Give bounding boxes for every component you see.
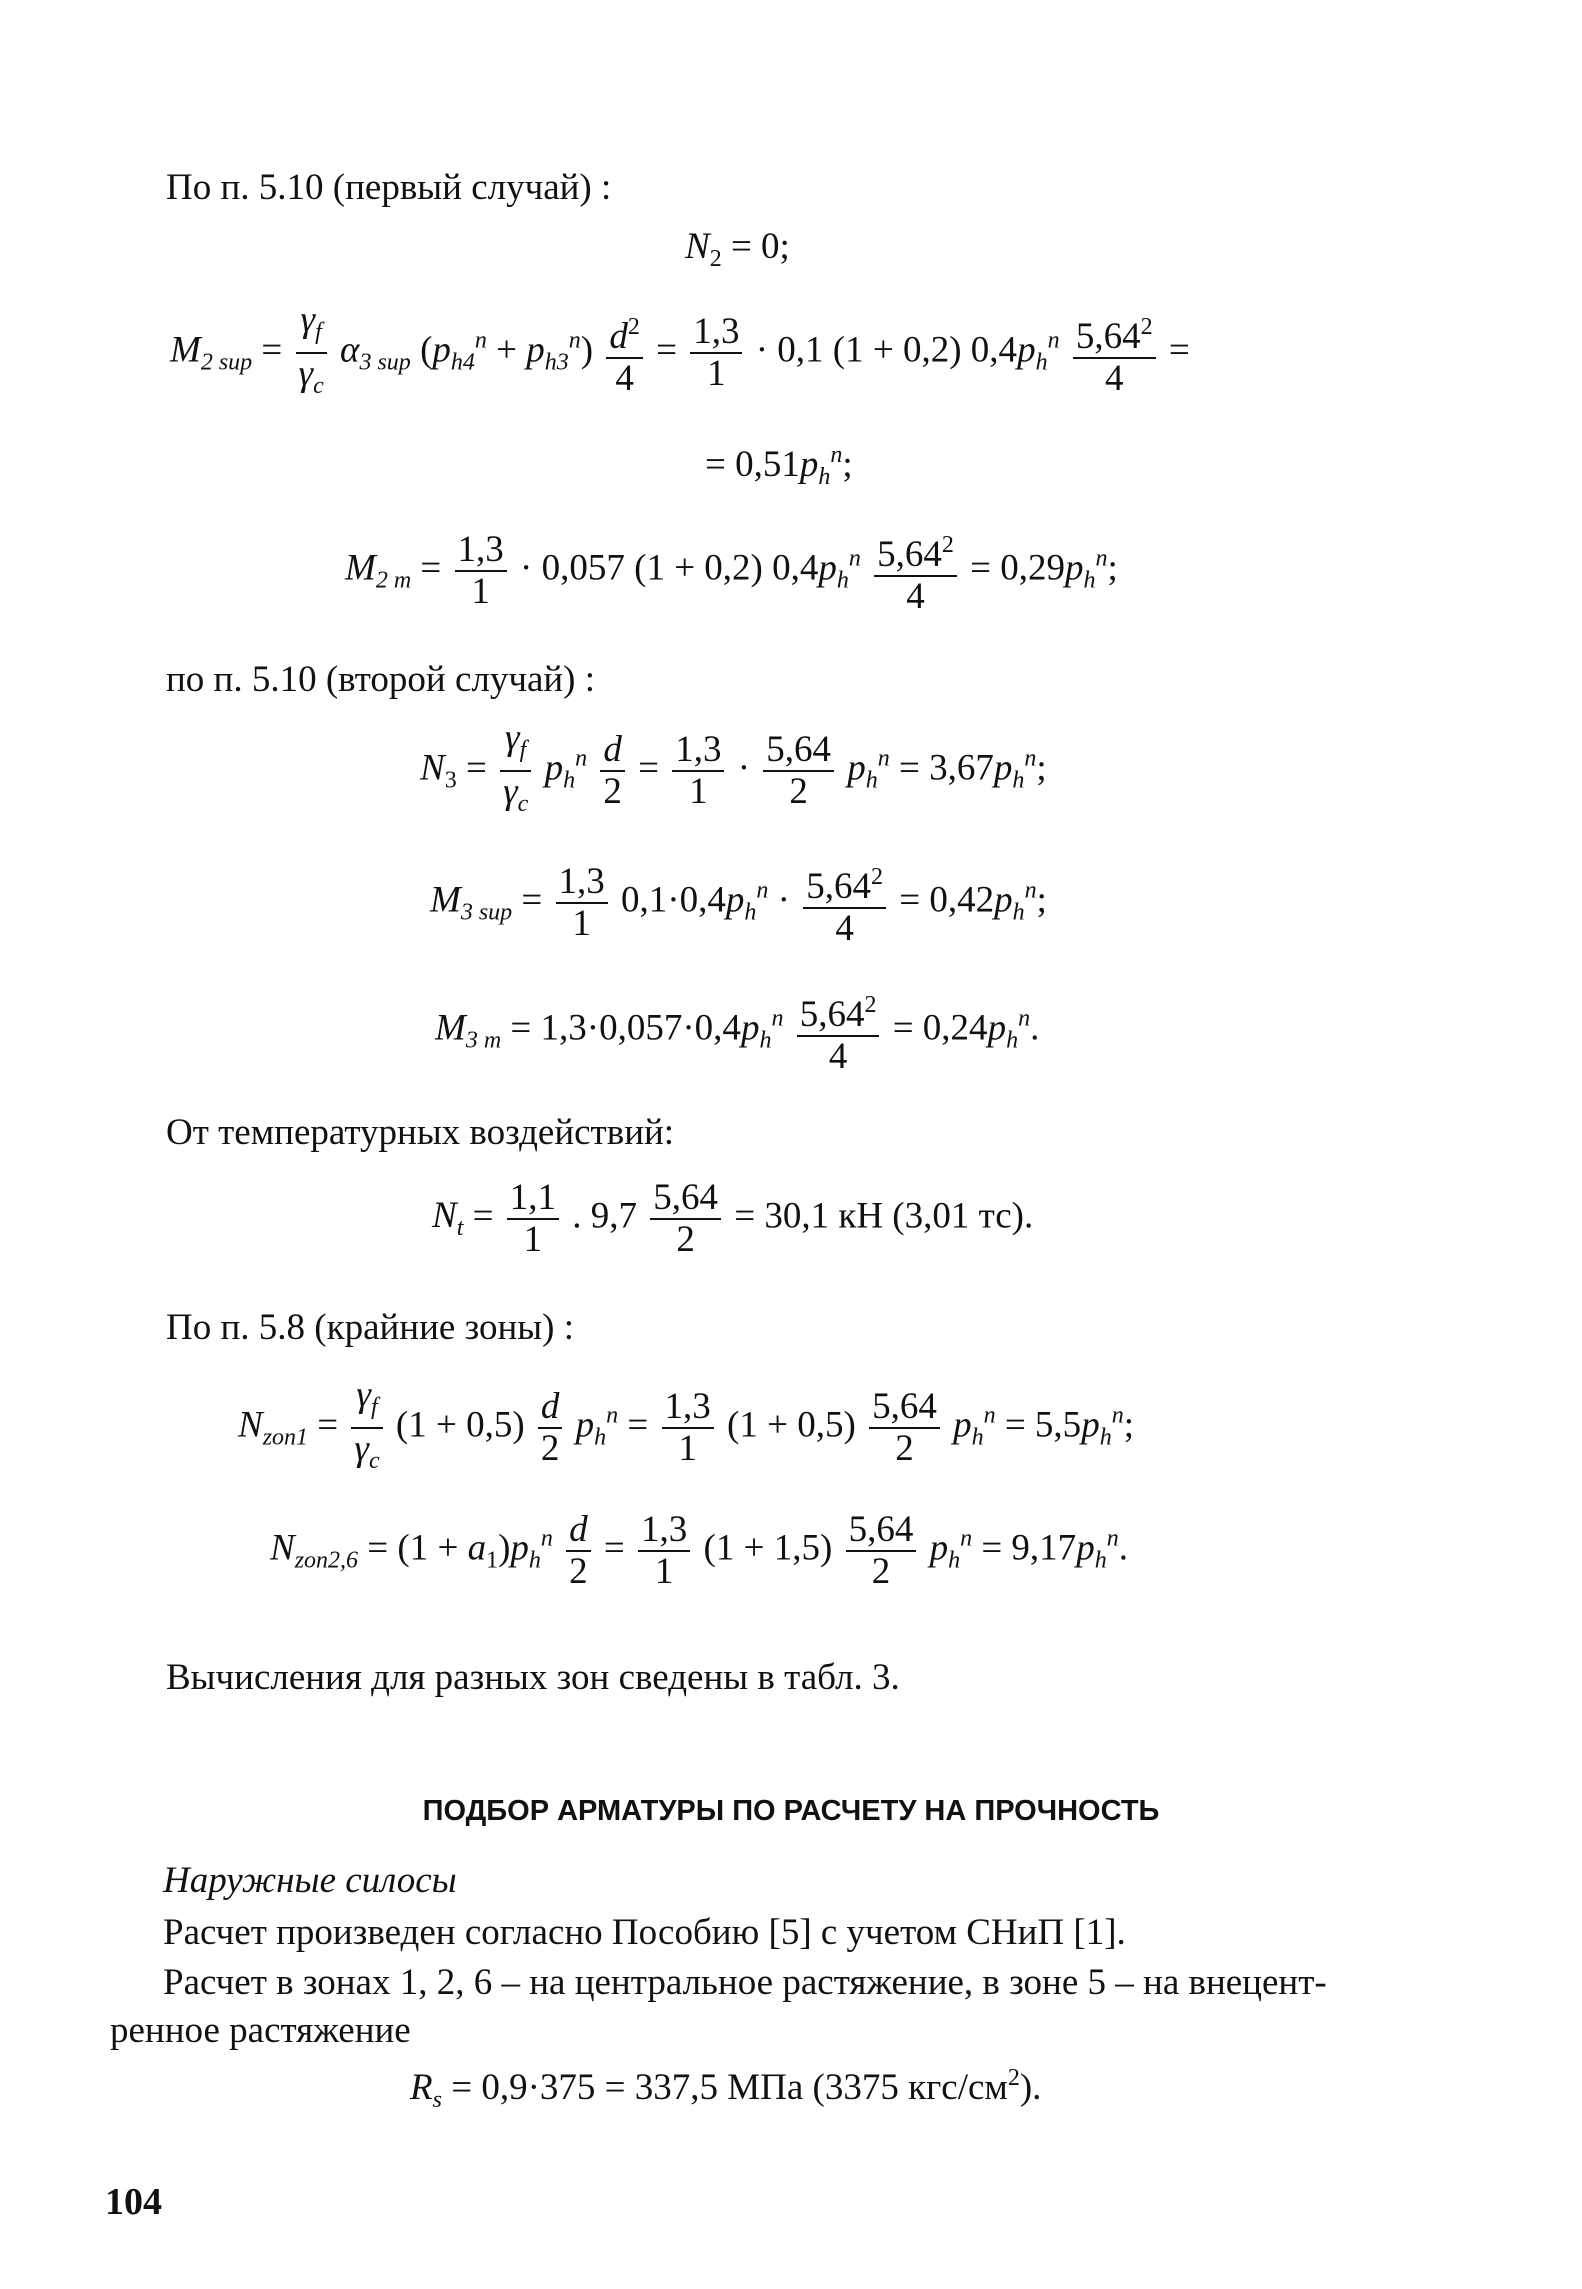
section-label-edge-zones: По п. 5.8 (крайние зоны) : bbox=[166, 1307, 574, 1348]
paragraph-line-3: ренное растяжение bbox=[110, 2010, 411, 2051]
paragraph-line-2: Расчет в зонах 1, 2, 6 – на центральное растяжение, в зоне 5 – на внецент- bbox=[163, 1962, 1327, 2003]
equation-nzon1: $N_{zon1}$ = $\frac{\gamma_f}{\gamma_c}$ (1 + 0,5) $\frac{d}{2}$ $p_h^n$ = $\frac{1,3}{1}$ (1 + 0,5) $\frac{5,64}{2}$ $p_h^n = 5,5p_h^n$; bbox=[238, 1374, 1134, 1474]
equation-m3sup: $M_{3 sup}$ = $\frac{1,3}{1}$ $0,1\cdot 0,4p_h^n$ · $\frac{5,64^2}{4}$ = $0,42p_h^n$; bbox=[430, 857, 1047, 949]
equation-n3: $N_3$ = $\frac{\gamma_f}{\gamma_c}$ $p_h^n$ $\frac{d}{2}$ = $\frac{1,3}{1}$ · $\frac{5,64}{2}$ $p_h^n = 3,67p_h^n$; bbox=[420, 717, 1047, 817]
section-heading: ПОДБОР АРМАТУРЫ ПО РАСЧЕТУ НА ПРОЧНОСТЬ bbox=[422, 1795, 1160, 1827]
equation-m2m: $M_{2 m}$ = $\frac{1,3}{1}$ · 0,057 (1 + 0,2) $0,4p_h^n$ $\frac{5,64^2}{4}$ = $0,29p_h^n$; bbox=[345, 525, 1118, 617]
section-label-first-case: По п. 5.10 (первый случай) : bbox=[166, 167, 612, 208]
equation-m3m: $M_{3 m} = 1,3\cdot 0,057\cdot 0,4p_h^n$ $\frac{5,64^2}{4}$ = $0,24p_h^n$. bbox=[435, 985, 1039, 1077]
equation-nzon26: $N_{zon2,6} = (1 + a_1)p_h^n$ $\frac{d}{2}$ = $\frac{1,3}{1}$ (1 + 1,5) $\frac{5,64}{2}$ $p_h^n = 9,17p_h^n$. bbox=[270, 1509, 1128, 1592]
equation-n2: $N_2 = 0$; bbox=[685, 226, 790, 272]
section-label-second-case: по п. 5.10 (второй случай) : bbox=[166, 659, 596, 700]
subsection-heading: Наружные силосы bbox=[163, 1860, 457, 1901]
equation-m2sup: $M_{2 sup}$ = $\frac{\gamma_f}{\gamma_c}$ $\alpha_{3 sup}$ $(p_{h4}^n + p_{h3}^n)$ $\frac{d^2}{4}$ = $\frac{1,3}{1}$ · 0,1 (1 + 0,2) $0,4p_h^n$ $\frac{5,64^2}{4}$ = bbox=[170, 299, 1190, 399]
page-number: 104 bbox=[105, 2181, 162, 2223]
paragraph-table-reference: Вычисления для разных зон сведены в табл. 3. bbox=[166, 1657, 900, 1698]
equation-nt: $N_t$ = $\frac{1,1}{1}$ . 9,7 $\frac{5,64}{2}$ = 30,1 кН (3,01 тс). bbox=[432, 1177, 1034, 1260]
paragraph-line-1: Расчет произведен согласно Пособию [5] с учетом СНиП [1]. bbox=[163, 1912, 1126, 1953]
section-label-temperature: От температурных воздействий: bbox=[166, 1112, 675, 1153]
equation-rs: $R_s = 0,9\cdot 375 = 337,5$ МПа (3375 кгс/$см^2$). bbox=[410, 2065, 1042, 2113]
equation-m2sup-result: = $0,51p_h^n$; bbox=[705, 442, 853, 490]
